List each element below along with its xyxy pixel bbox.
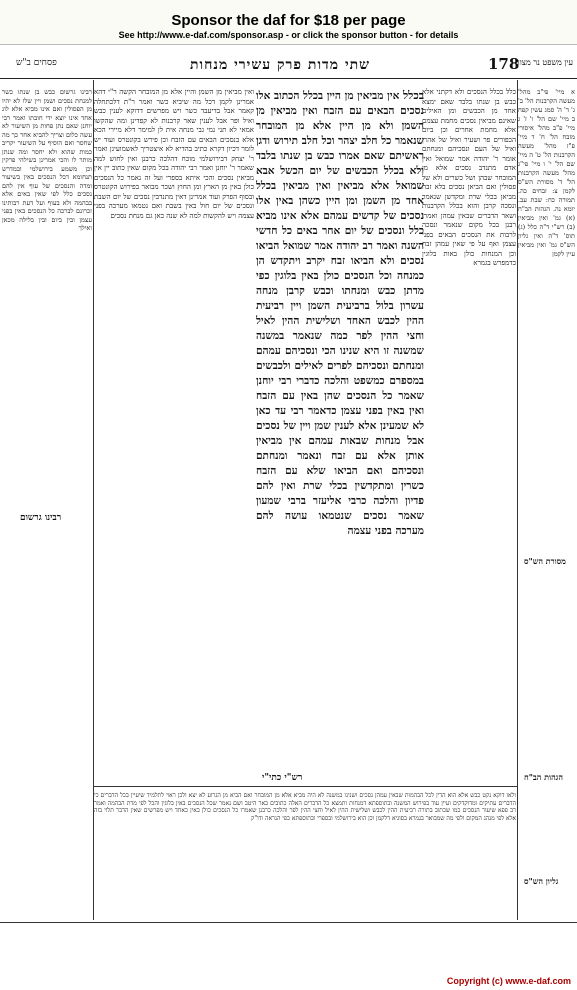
page-header xyxy=(0,54,577,79)
bottom-commentary xyxy=(94,792,516,917)
column-divider-right xyxy=(517,80,518,920)
folio-number: 178 xyxy=(488,55,520,73)
tractate-title: פסחים ב"ש xyxy=(16,58,57,68)
gemara-opening-word: בכלל xyxy=(403,89,424,102)
bottom-commentary-text: ולאו דוקא נקט כבש אלא הוא הדין לכל הבהמות שבאין עמהן נסכים ושנינו במשנה לא היה מביא אלא מן המובחר ואם הביא מן הגרוע לא יצא ולכן ראוי לתלמיד שיעיין בכל הדברים כי הדברים עתיקים ומדוקדקים ועיין עוד בפירוש המשנה ובתוספתא דמנחות ותמצא כל הדברים האלה כתובים באר היטב ושם נאמר שכל הנסכים באין בלוגין והכל לפי מדת הבהמה ואמר רב פפא שיעור הנסכים כמו שכתוב בתורה רביעית ההין לכבש ושלישית ההין לאיל וחצי ההין לפר והלכה כרבנן שאמרו כל הנסכים כולן באין כאחד ויש מפרשים שאין הדבר תלוי בזה אלא לפי מנהג המקום ולפי מה שמבואר בגמרא בסוגיא דלקמן וכן הוא בירושלמי ובספרי ובתוספתא כפי הנראה ודו"ק xyxy=(94,792,516,822)
sponsor-banner[interactable] xyxy=(0,0,577,45)
hagahot-label: הגהות הב"ח xyxy=(524,772,563,782)
rashi-text: כלל בכלל הנסכים ולא דקתני אלא כבש בן שנתו בלבד שאם ימצא אחד מן הכבשים ומן האילים שאינם מביאין נסכים מחמת עצמם אלא מחמת אחרים וכן ביום הכפורים פר ושעיר ואיל של אהרן ואיל של העם ונסכיהם ומנחתם אומר ר' יהודה אמר שמואל ואין אדם מתנדב נסכים אלא מן המובחר שבהן ושל כשרים ולא של פסולין ואם הביאן נסכים בלא זבח מביאן בכלי שרת ומקדשן שנאמר ונסכה קרבן והוא בכלל הקרבנות ושאר הדברים שבאין עמהן ואמרו רבנן בכל מקום שנאמר ונסכה לרבות את הנסכים הבאים בפני עצמן ואף על פי שאין עמהן זבח וכן המנחות כולן באות בלוגין כדמפרש בגמרא xyxy=(422,88,516,267)
masoret-label: מסורת הש"ס xyxy=(524,556,566,566)
tosafot-column xyxy=(94,88,254,718)
gemara-column xyxy=(256,88,424,718)
gemara-text: אין מביאין מן היין בכלל הכתוב אלו נסכים הבאים עם הזבח ואין מביאין מן השמן ולא מן היין אלא מן המובחר שנאמר כל חלב יצהר וכל חלב תירוש ודגן ראשיתם שאם אמרו כבש בן שנתו בלבד ולא בכלל הכבשים של יום הכשל אבא שמואל אלא מביאין ואין מביאין בכלל אחד מן השמן ומן היין כשהן באין אלו נסכים של קדשים עמהם אלא אינו מביא כלל ונסכים של יום אחר באים כל חדשי השנה ואמר רב יהודה אמר שמואל הביאו נסכים ולא הביאו זבח יקרב ויתקדש הן כמנחה וכל הנסכים כולן באין בלוגין כפי מדתן כבש ומנחתו וכבש קרבן מנחה עשרון בלול ברביעית השמן ויין רביעית ההין לכבש האחד ושלישית ההין לאיל וחצי ההין לפר כמה שנאמר במשנה שמשנה זו היא שנינו הכי ונסכיהם עמהם ומנחתם ונסכיהם לפרים לאילים ולכבשים במספרם כמשפט והלכה כדברי רבי יוחנן שאמר כל הנסכים שהן באין עם הזבח ואין באין בפני עצמן כדאמר רבי עד כאן לא שמעינן אלא לענין שמן ויין של נסכים אבל מנחות שבאות עמהם אין מביאין אותן אלא עם זבח ונאמר ומנחתם ונסכיהם ואם הביאו שלא עם הזבח כשרין ומתקדשין בכלי שרת ואין להם פדיון והלכה כרבי אליעזר ברבי שמעון שאמר נסכים שנטמאו עושה להם מערכה בפני עצמה xyxy=(256,90,424,537)
margin-right-text: א מיי' פי"ב מהל' מעשה הקרבנות הל' ב' ג' ד' ה' סמג עשין קפח ב מיי' שם הל' ו' ז' ג מיי' פ"ב מהל' איסורי מזבח הל' ח' ד מיי' פ"ז מהל' מעשה הקרבנות הל' ט' ה מיי' שם הל' י' ו מיי' פי"ג מהל' מעשה הקרבנות הל' ד' מסורת הש"ס לקמן צ: זבחים כה. תמורה כח: שבת עב. יומא נה. הגהות הב"ח (א) גמ' ואין מביאין (ב) רש"י ד"ה כלל (ג) תוס' ד"ה ואין גליון הש"ס גמ' ואין מביאין עיין לקמן xyxy=(518,88,575,258)
ein-mishpat-heading: עין משפט נר מצוה xyxy=(515,58,573,67)
outer-left-text: רבינו גרשום כבש בן שנתו כשר למנחת נסכים ושמן ויין שלו לא יהיו מן הפסולין ואם אינו מביא אלא לוג אחד אינו יוצא ידי חובתו ואמר רבי יוחנן שאם נתן פחות מן השיעור לא עשה כלום וצריך להביא אחר כך מה שחסר ואם הוסיף על השיעור יקריב כמות שהוא ולא יחסר ומה שנתן מותר לו והכי אמרינן בשילהי פרקין וכן משמע בירושלמי ובמדרש תנחומא דכל הנסכים באין בשיעור ומדה והנסכים של עוף אין להם נסכים כלל לפי שאין באים אלא בבהמה ולא בעוף ועל דעת רבותינו זכרונם לברכה כל הנסכים באין בפני עצמן ובין ביום ובין בלילה מכאן ואילך xyxy=(2,88,92,232)
right-margin-references xyxy=(518,88,575,918)
talmud-page xyxy=(0,48,577,974)
rabbeinu-gershom-label: רבינו גרשום xyxy=(20,513,62,523)
rashi-column xyxy=(422,88,516,718)
copyright-link[interactable]: Copyright (c) www.e-daf.com xyxy=(446,976,571,986)
bottom-rule xyxy=(94,786,517,787)
gilyon-label: גליון הש"ס xyxy=(524,876,559,886)
tosafot-text: ואין מביאין מן השמן והיין אלא מן המובחר הקשה ר"י דהא אמרינן לקמן דכל מה שיביא כשר ואמר ר"ת דלכתחלה קאמר אבל בדיעבד כשר ויש מפרשים דדוקא לענין כבש ואיל ופר אבל לענין שאר קרבנות לא קפדינן ומה שהקשו אמאי לא תני נמי גבי מנחה אית לן למימר דלא מיירי הכא אלא בנסכים הבאים עם הזבח וכן פירש בקונטרס ועוד יש לומר דכיון דקרא כתיב בהדיא לא איצטריך לאשמועינן ואמר ר' יצחק דבירושלמי מוכח דהלכה כרבנן ואין לחוש למה שאמר ר' יוחנן ואמר רבי יהודה בכל מקום שאין כתוב יין אין מביאין נסכים והכי איתא בספרי ועל זה נאמר כל הנסכים כולן באין מן הארץ ומן החוץ ושכר מבואר בפירוש הקונטרס ובסוף הפרק ועוד אמרינן דאין מתנדבין נסכים של יום השבת ונסכים של יום חול באין בשבת ואם נטמאו מערכה בפני עצמה ויש להקשות למה לא שנה כאן גם מנחת נסכים xyxy=(94,88,254,220)
sponsor-title[interactable]: Sponsor the daf for $18 per page xyxy=(171,12,406,29)
chapter-heading: שתי מדות פרק עשירי מנחות xyxy=(190,57,371,73)
page-bottom-rule xyxy=(0,922,577,923)
sponsor-subtitle[interactable]: See http://www.e-daf.com/sponsor.asp - or click the sponsor button - for details xyxy=(118,30,459,40)
outer-left-commentary xyxy=(2,88,92,918)
rashi-bottom-label: רש"י כתי"י xyxy=(262,773,303,783)
column-divider-left xyxy=(93,80,94,920)
